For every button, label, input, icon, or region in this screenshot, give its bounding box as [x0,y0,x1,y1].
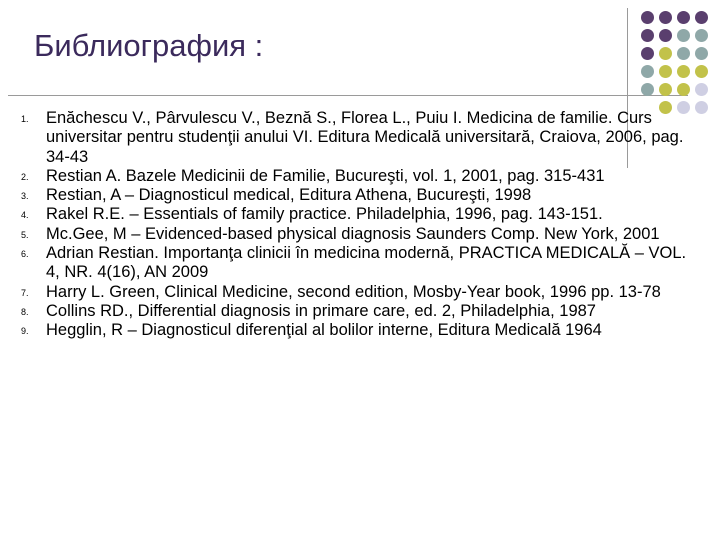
decorative-dot [641,83,654,96]
item-text: Enăchescu V., Pârvulescu V., Beznă S., Florea L., Puiu I. Medicina de familie. Curs universitar pentru studenţii anului VI. Editura Medicală universitară, Craiova, 2006, pag. 34-43 [46,109,684,166]
item-number: 8. [21,306,29,317]
item-text: Collins RD., Differential diagnosis in primare care, ed. 2, Philadelphia, 1987 [46,301,596,320]
item-text: Rakel R.E. – Essentials of family practice. Philadelphia, 1996, pag. 143-151. [46,205,603,224]
decorative-dot [659,83,672,96]
bibliography-item [0,205,700,224]
decorative-dot [677,83,690,96]
item-text: Harry L. Green, Clinical Medicine, second edition, Mosby-Year book, 1996 pp. 13-78 [46,282,661,301]
bibliography-item [0,283,700,302]
decorative-dot [695,83,708,96]
bibliography-item [0,109,700,167]
item-number: 7. [21,287,29,298]
decorative-dot [659,11,672,24]
bibliography-item [0,244,700,283]
bibliography-item [0,167,700,186]
decorative-dot [641,11,654,24]
bibliography-item [0,302,700,321]
bibliography-item [0,225,700,244]
item-number: 2. [21,171,29,182]
bibliography-item [0,321,700,340]
decorative-dot [641,65,654,78]
decorative-dot [695,29,708,42]
decorative-dot [695,11,708,24]
decorative-dot [677,11,690,24]
decorative-dot [677,47,690,60]
item-text: Mc.Gee, M – Evidenced-based physical diagnosis Saunders Comp. New York, 2001 [46,224,660,243]
decorative-dot [677,29,690,42]
item-number: 6. [21,249,29,260]
decorative-dot [641,29,654,42]
item-number: 9. [21,326,29,337]
decorative-dot [695,47,708,60]
decorative-dot-grid [638,8,718,118]
item-text: Restian A. Bazele Medicinii de Familie, Bucureşti, vol. 1, 2001, pag. 315-431 [46,166,605,185]
decorative-dot [695,65,708,78]
decorative-dot [659,65,672,78]
item-number: 4. [21,210,29,221]
item-number: 1. [21,114,29,124]
item-number: 5. [21,229,29,240]
decorative-dot [659,47,672,60]
slide-title: Библиография : [34,28,264,63]
bibliography-item [0,186,700,205]
item-text: Restian, A – Diagnosticul medical, Editura Athena, Bucureşti, 1998 [46,186,532,205]
bibliography-list [0,109,700,341]
decorative-dot [659,29,672,42]
decorative-dot [641,47,654,60]
item-text: Adrian Restian. Importanţa clinicii în medicina modernă, PRACTICA MEDICALĂ – VOL. 4, NR. 4(16), AN 2009 [46,244,687,282]
horizontal-divider-line [8,95,688,96]
decorative-dot [677,65,690,78]
item-text: Hegglin, R – Diagnosticul diferenţial al bolilor interne, Editura Medicală 1964 [46,321,602,340]
item-number: 3. [21,191,29,202]
